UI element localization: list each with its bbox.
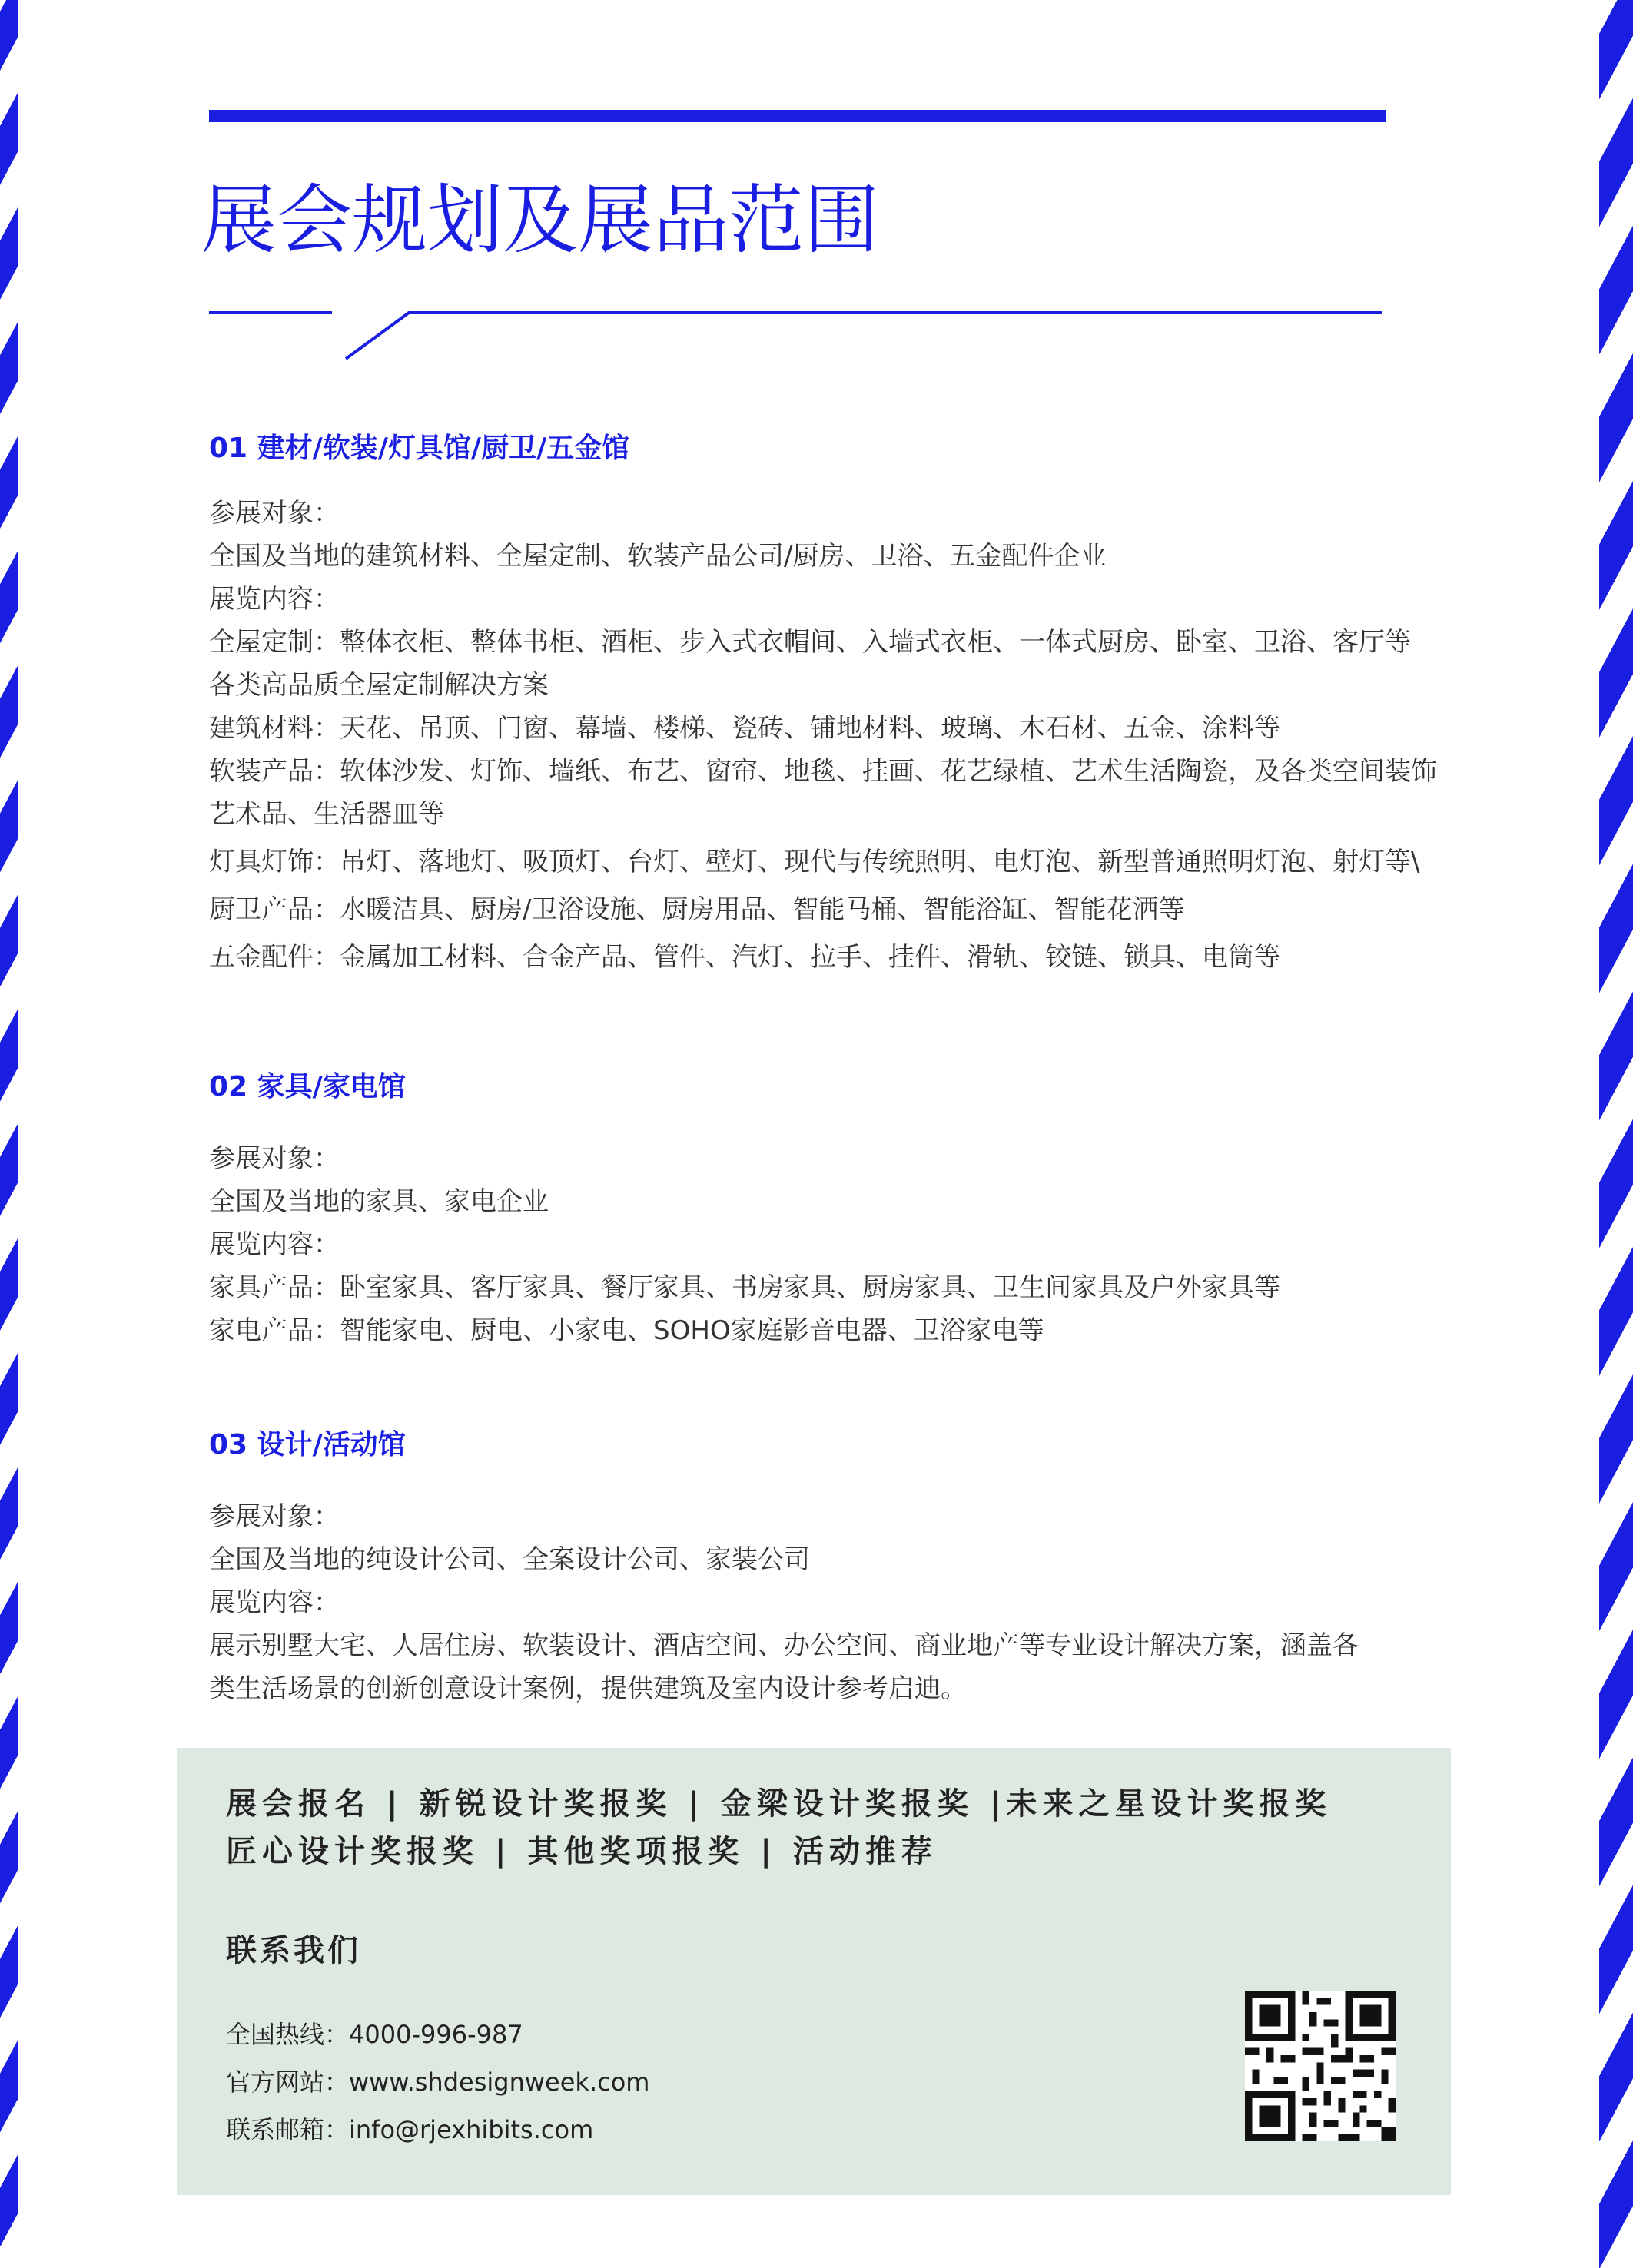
title-underline-decoration <box>209 303 1392 365</box>
contact-title: 联系我们 <box>226 1933 361 1968</box>
exhibitor-label: 参展对象： <box>209 498 340 529</box>
content-line: 各类高品质全屋定制解决方案 <box>209 670 549 701</box>
exhibitor-text: 全国及当地的纯设计公司、全案设计公司、家装公司 <box>209 1544 810 1575</box>
content-line: 全屋定制：整体衣柜、整体书柜、酒柜、步入式衣帽间、入墙式衣柜、一体式厨房、卧室、卫浴、客厅等 <box>209 627 1411 658</box>
website-link[interactable]: 官方网站：www.shdesignweek.com <box>226 2067 650 2097</box>
content-line: 类生活场景的创新创意设计案例，提供建筑及室内设计参考启迪。 <box>209 1673 967 1704</box>
content-line: 厨卫产品：水暖洁具、厨房/卫浴设施、厨房用品、智能马桶、智能浴缸、智能花洒等 <box>209 894 1185 925</box>
right-stripe-border <box>1599 0 1633 2268</box>
content-label: 展览内容： <box>209 1229 340 1260</box>
link-row[interactable]: 展会报名 | 新锐设计奖报奖 | 金梁设计奖报奖 |未来之星设计奖报奖 <box>226 1786 1332 1822</box>
section-heading-design: 03 设计/活动馆 <box>209 1429 406 1461</box>
section-body-furniture <box>209 1137 1439 1352</box>
email-link[interactable]: 联系邮箱：info@rjexhibits.com <box>226 2115 594 2144</box>
section-body-building-materials <box>209 492 1439 979</box>
content-line: 展示别墅大宅、人居住房、软装设计、酒店空间、办公空间、商业地产等专业设计解决方案，涵盖各 <box>209 1630 1359 1661</box>
exhibitor-text: 全国及当地的建筑材料、全屋定制、软装产品公司/厨房、卫浴、五金配件企业 <box>209 541 1107 572</box>
exhibitor-text: 全国及当地的家具、家电企业 <box>209 1186 549 1217</box>
contact-list <box>226 2011 649 2154</box>
left-stripe-border <box>0 0 18 2268</box>
content-label: 展览内容： <box>209 1587 340 1618</box>
section-heading-building-materials: 01 建材/软装/灯具馆/厨卫/五金馆 <box>209 433 630 464</box>
exhibitor-label: 参展对象： <box>209 1143 340 1174</box>
content-line: 家电产品：智能家电、厨电、小家电、SOHO家庭影音电器、卫浴家电等 <box>209 1315 1044 1346</box>
hotline: 全国热线：4000-996-987 <box>226 2020 523 2049</box>
footer-panel <box>177 1748 1451 2195</box>
content-line: 灯具灯饰：吊灯、落地灯、吸顶灯、台灯、壁灯、现代与传统照明、电灯泡、新型普通照明灯泡、射灯等\ <box>209 847 1420 877</box>
content-line: 艺术品、生活器皿等 <box>209 799 444 830</box>
content-line: 建筑材料：天花、吊顶、门窗、幕墙、楼梯、瓷砖、铺地材料、玻璃、木石材、五金、涂料等 <box>209 713 1280 744</box>
content-label: 展览内容： <box>209 584 340 615</box>
link-row[interactable]: 匠心设计奖报奖 | 其他奖项报奖 | 活动推荐 <box>226 1834 938 1869</box>
section-heading-furniture: 02 家具/家电馆 <box>209 1071 406 1102</box>
exhibitor-label: 参展对象： <box>209 1501 340 1532</box>
registration-links <box>226 1780 1331 1875</box>
top-accent-bar <box>209 110 1386 122</box>
qr-code-icon <box>1245 1991 1396 2141</box>
content-line: 家具产品：卧室家具、客厅家具、餐厅家具、书房家具、厨房家具、卫生间家具及户外家具等 <box>209 1272 1280 1303</box>
content-line: 五金配件：金属加工材料、合金产品、管件、汽灯、拉手、挂件、滑轨、铰链、锁具、电筒等 <box>209 942 1280 973</box>
page-title: 展会规划及展品范围 <box>201 177 880 264</box>
section-body-design <box>209 1495 1439 1710</box>
content-line: 软装产品：软体沙发、灯饰、墙纸、布艺、窗帘、地毯、挂画、花艺绿植、艺术生活陶瓷，及各类空间装饰 <box>209 756 1437 787</box>
